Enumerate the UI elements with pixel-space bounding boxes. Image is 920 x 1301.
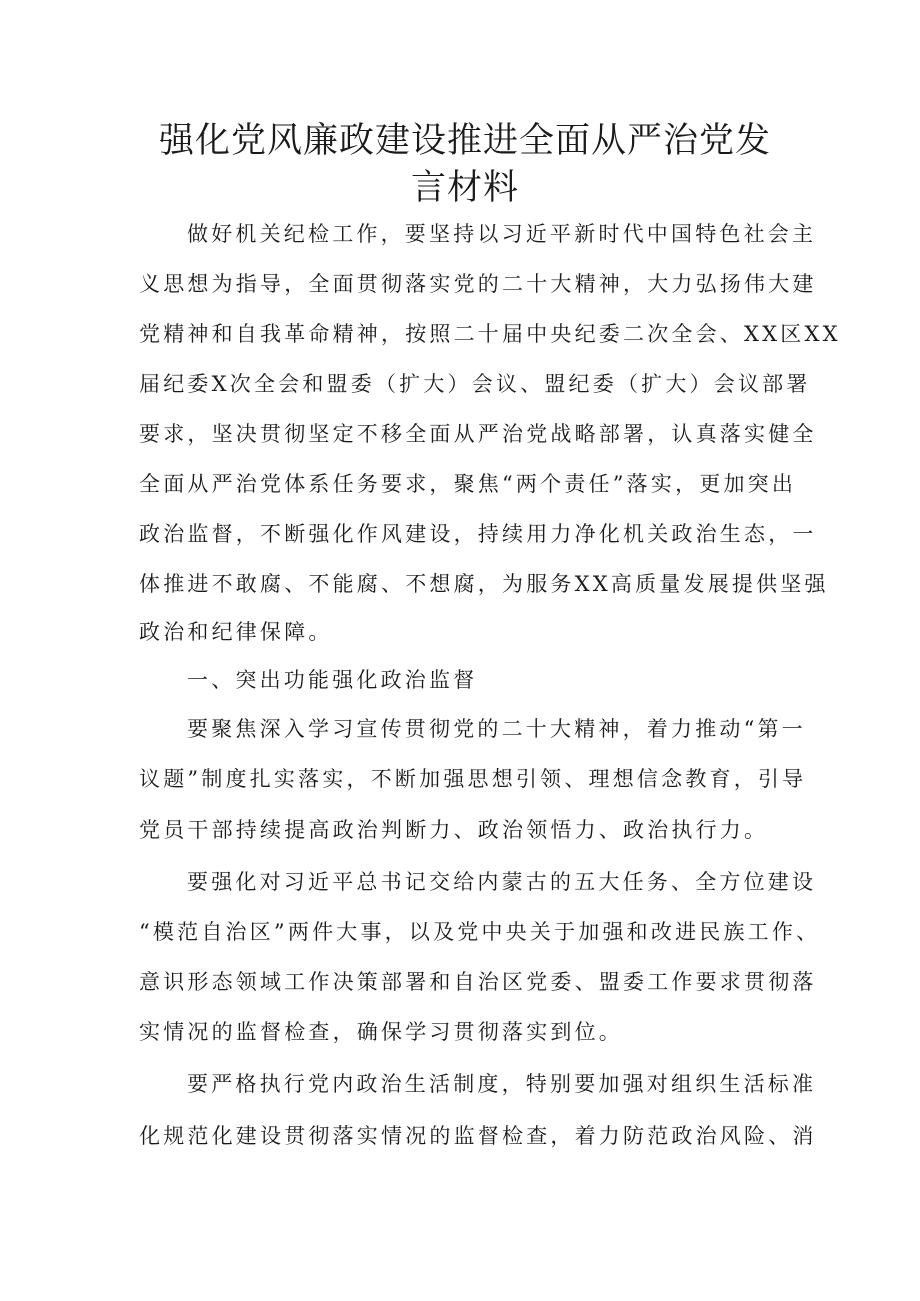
title-line-1: 强化党风廉政建设推进全面从严治党发 [158, 121, 771, 161]
paragraph-1-line-9: 政治和纪律保障。 [139, 620, 333, 644]
paragraph-2-line-1: 要聚焦深入学习宣传贯彻党的二十大精神，着力推动“第一 [187, 717, 806, 741]
paragraph-4-line-2: 化规范化建设贯彻落实情况的监督检查，着力防范政治风险、消 [139, 1124, 817, 1148]
paragraph-4-line-1: 要严格执行党内政治生活制度，特别要加强对组织生活标准 [187, 1072, 817, 1096]
paragraph-3-line-1: 要强化对习近平总书记交给内蒙古的五大任务、全方位建设 [187, 870, 817, 894]
paragraph-1-line-5: 要求，坚决贯彻坚定不移全面从严治党战略部署，认真落实健全 [139, 422, 817, 446]
paragraph-3-line-3: 意识形态领域工作决策部署和自治区党委、盟委工作要求贯彻落 [139, 970, 817, 994]
paragraph-1-line-6: 全面从严治党体系任务要求，聚焦“两个责任”落实，更加突出 [139, 472, 797, 496]
title-line-2: 言材料 [410, 168, 519, 208]
paragraph-1-line-8: 体推进不敢腐、不能腐、不想腐，为服务XX高质量发展提供坚强 [139, 572, 829, 596]
paragraph-3-line-4: 实情况的监督检查，确保学习贯彻落实到位。 [139, 1020, 623, 1044]
paragraph-1-line-7: 政治监督，不断强化作风建设，持续用力净化机关政治生态，一 [139, 522, 817, 546]
document-title [140, 118, 790, 212]
paragraph-2-line-2: 议题”制度扎实落实，不断加强思想引领、理想信念教育，引导 [139, 767, 807, 791]
paragraph-2-line-3: 党员干部持续提高政治判断力、政治领悟力、政治执行力。 [139, 818, 769, 842]
paragraph-3-line-2: “模范自治区”两件大事，以及党中央关于加强和改进民族工作、 [139, 920, 821, 944]
section-heading-1: 一、突出功能强化政治监督 [187, 668, 478, 692]
paragraph-1-line-4: 届纪委X次全会和盟委（扩大）会议、盟纪委（扩大）会议部署 [139, 372, 811, 396]
paragraph-1-line-2: 义思想为指导，全面贯彻落实党的二十大精神，大力弘扬伟大建 [139, 272, 817, 296]
paragraph-1-line-3: 党精神和自我革命精神，按照二十届中央纪委二次全会、XX区XX [139, 322, 841, 346]
paragraph-1-line-1: 做好机关纪检工作，要坚持以习近平新时代中国特色社会主 [187, 222, 817, 246]
